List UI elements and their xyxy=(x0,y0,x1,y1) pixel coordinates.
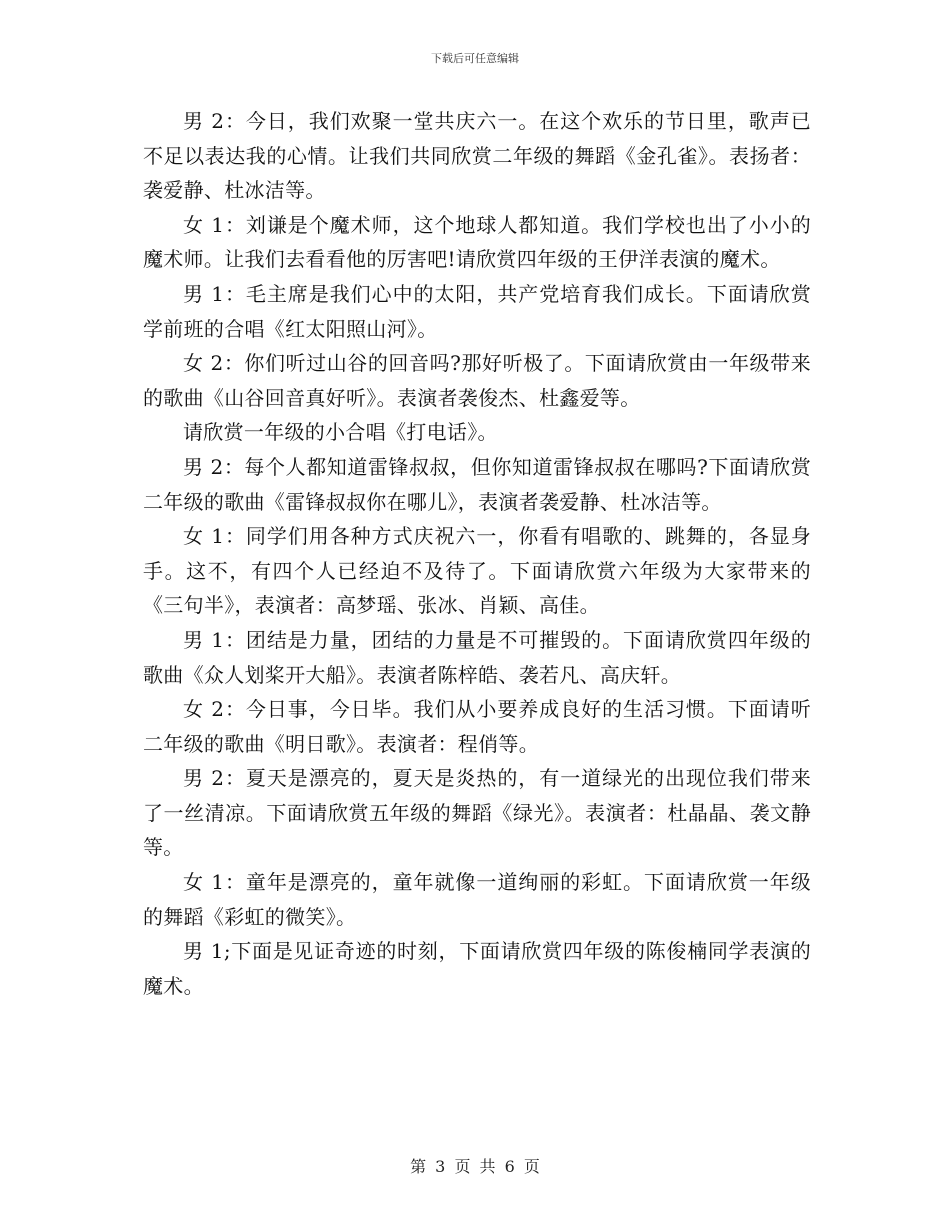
paragraph: 女 1：同学们用各种方式庆祝六一，你看有唱歌的、跳舞的，各显身手。这不，有四个人已经迫不及待了。下面请欣赏六年级为大家带来的《三句半》，表演者：高梦瑶、张冰、肖颖、高佳。 xyxy=(143,524,811,618)
page-header-note: 下载后可任意编辑 xyxy=(431,52,519,65)
paragraph: 男 1;下面是见证奇迹的时刻，下面请欣赏四年级的陈俊楠同学表演的魔术。 xyxy=(143,939,811,998)
paragraph: 女 1：刘谦是个魔术师，这个地球人都知道。我们学校也出了小小的魔术师。让我们去看看他的厉害吧!请欣赏四年级的王伊洋表演的魔术。 xyxy=(143,212,811,272)
paragraph: 请欣赏一年级的小合唱《打电话》。 xyxy=(183,420,498,445)
document-body xyxy=(143,104,811,1003)
paragraph: 男 2：夏天是漂亮的，夏天是炎热的，有一道绿光的出现位我们带来了一丝清凉。下面请欣赏五年级的舞蹈《绿光》。表演者：杜晶晶、袭文静等。 xyxy=(143,766,811,860)
paragraph: 女 1：童年是漂亮的，童年就像一道绚丽的彩虹。下面请欣赏一年级的舞蹈《彩虹的微笑》。 xyxy=(143,870,811,929)
paragraph: 女 2：今日事，今日毕。我们从小要养成良好的生活习惯。下面请听二年级的歌曲《明日歌》。表演者：程俏等。 xyxy=(143,697,811,756)
page-number-footer: 第 3 页 共 6 页 xyxy=(410,1157,540,1176)
paragraph: 男 1：团结是力量，团结的力量是不可摧毁的。下面请欣赏四年级的歌曲《众人划桨开大船》。表演者陈梓皓、袭若凡、高庆轩。 xyxy=(143,627,811,687)
paragraph: 男 2：每个人都知道雷锋叔叔，但你知道雷锋叔叔在哪吗?下面请欣赏二年级的歌曲《雷锋叔叔你在哪儿》，表演者袭爱静、杜冰洁等。 xyxy=(143,454,811,514)
paragraph: 男 1：毛主席是我们心中的太阳，共产党培育我们成长。下面请欣赏学前班的合唱《红太阳照山河》。 xyxy=(143,281,811,341)
paragraph: 女 2：你们听过山谷的回音吗?那好听极了。下面请欣赏由一年级带来的歌曲《山谷回音真好听》。表演者袭俊杰、杜鑫爱等。 xyxy=(143,351,811,410)
paragraph: 男 2：今日，我们欢聚一堂共庆六一。在这个欢乐的节日里，歌声已不足以表达我的心情。让我们共同欣赏二年级的舞蹈《金孔雀》。表扬者：袭爱静、杜冰洁等。 xyxy=(143,109,811,203)
